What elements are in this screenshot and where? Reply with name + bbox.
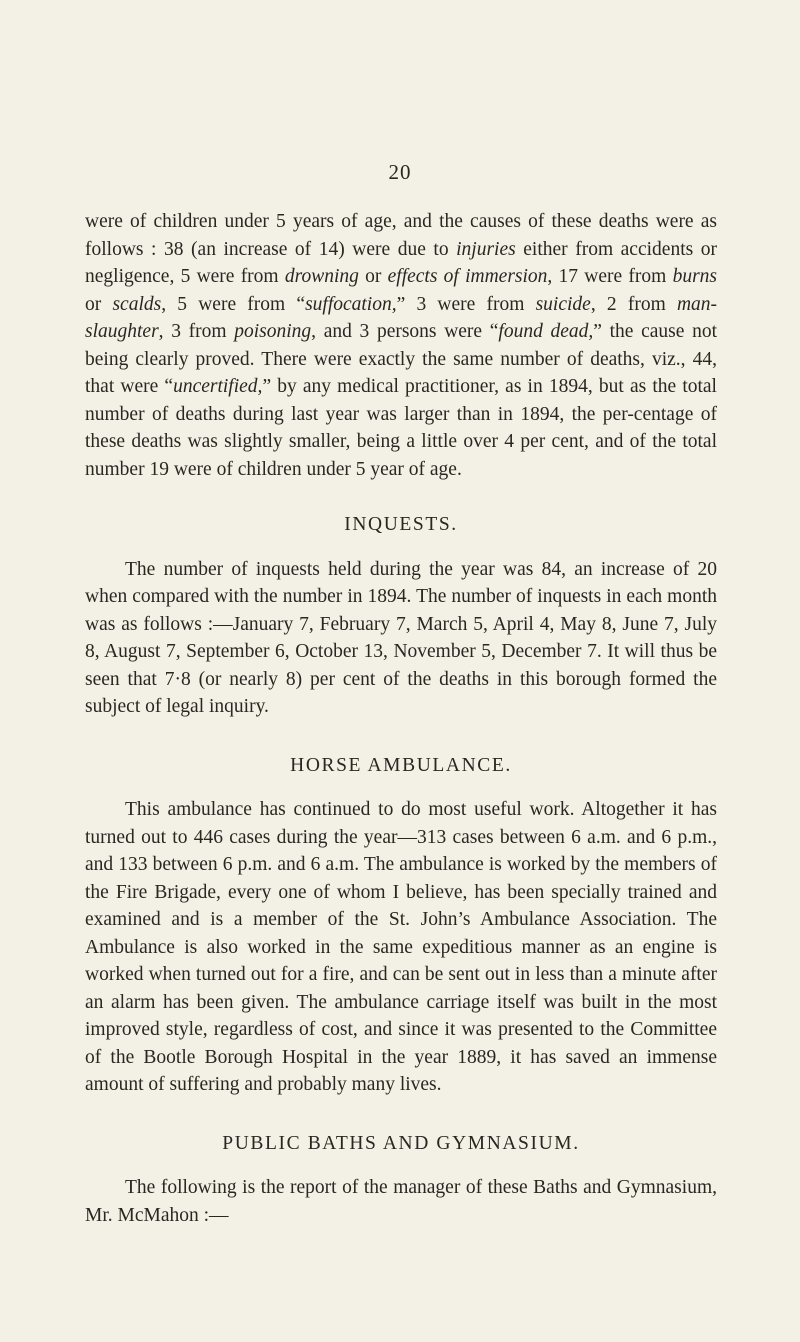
- horse-ambulance-heading: HORSE AMBULANCE.: [290, 754, 512, 776]
- inquests-paragraph: The number of inquests held during the year was 84, an increase of 20 when compared with the number in 1894. The number of inquests in each month was as follows :—January 7, February 7, March 5, April 4, May 8, June 7, July 8, August 7, September 6, October 13, November 5, December 7. It will thus be seen that 7·8 (or nearly 8) per cent of the deaths in this borough formed the subject of legal inquiry.: [85, 558, 717, 717]
- horse-ambulance-paragraph: This ambulance has continued to do most useful work. Altogether it has turned out to 446 cases during the year—313 cases between 6 a.m. and 6 p.m., and 133 between 6 p.m. and 6 a.m. The ambulance is worked by the members of the Fire Brigade, every one of whom I believe, has been specially trained and examined and is a member of the St. John’s Ambulance Association. The Ambulance is also worked in the same expeditious manner as an engine is worked when turned out for a fire, and can be sent out in less than a minute after an alarm has been given. The ambulance carriage itself was built in the most improved style, regardless of cost, and since it was presented to the Committee of the Bootle Borough Hospital in the year 1889, it has saved an immense amount of suffering and probably many lives.: [85, 799, 717, 1095]
- public-baths-heading: PUBLIC BATHS AND GYMNASIUM.: [222, 1132, 580, 1154]
- inquests-heading: INQUESTS.: [344, 514, 458, 535]
- page-number: 20: [388, 160, 412, 184]
- public-baths-paragraph: The following is the report of the manager of these Baths and Gymnasium, Mr. McMahon :—: [85, 1177, 717, 1226]
- causes-of-death-paragraph: were of children under 5 years of age, and the causes of these deaths were as follows : 38 (an increase of 14) were due to injuries either from accidents or negligence, 5 were from drowning or effects of immersion, 17 were from burns or scalds, 5 were from “suffocation,” 3 were from suicide, 2 from man-slaughter, 3 from poisoning, and 3 persons were “found dead,” the cause not being clearly proved. There were exactly the same number of deaths, viz., 44, that were “uncertified,” by any medical practitioner, as in 1894, but as the total number of deaths during last year was larger than in 1894, the per-centage of these deaths was slightly smaller, being a little over 4 per cent, and of the total number 19 were of children under 5 year of age.: [85, 211, 718, 480]
- page-body: [85, 208, 717, 1229]
